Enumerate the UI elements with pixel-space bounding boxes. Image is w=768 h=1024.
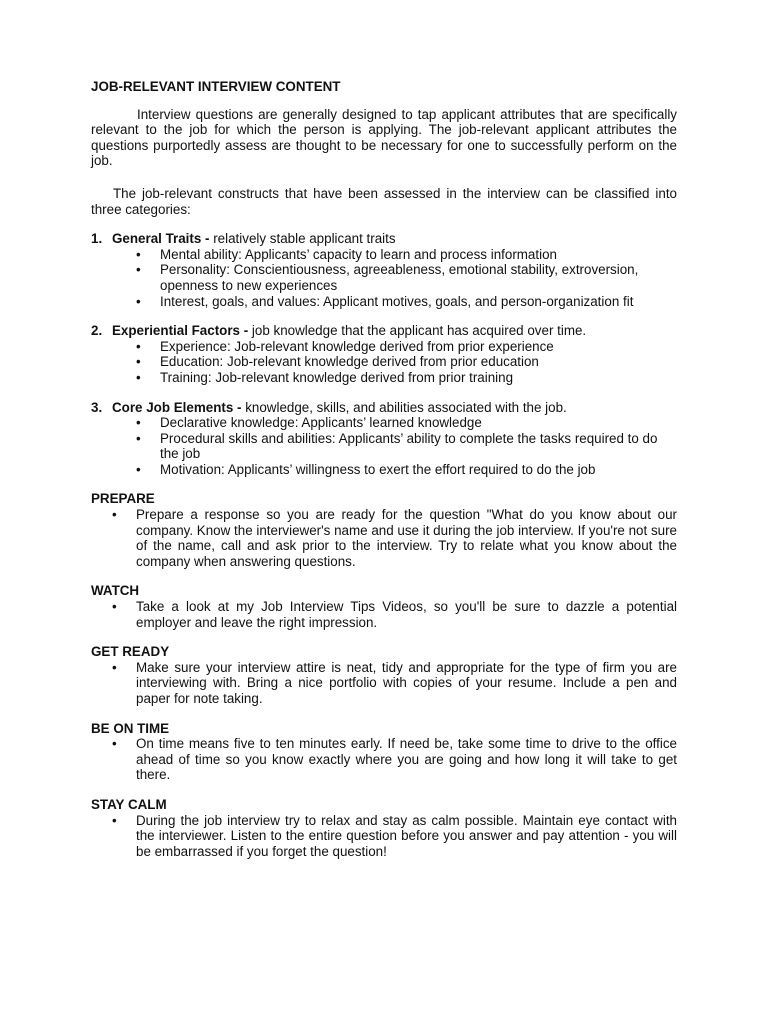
section-bullet: • Take a look at my Job Interview Tips Videos, so you'll be sure to dazzle a potential employer and leave the right impression. [112, 599, 677, 630]
category-number: 1. [91, 231, 103, 247]
sub-item: • Personality: Conscientiousness, agreeableness, emotional stability, extroversion, openness to new experiences [136, 262, 677, 293]
section-heading: BE ON TIME [91, 720, 170, 736]
category-number: 3. [91, 399, 103, 415]
tip-section-get-ready [91, 644, 677, 706]
section-bullet: • On time means five to ten minutes early. If need be, take some time to drive to the office ahead of time so you know exactly where you are going and how long it will take to get there. [112, 736, 677, 783]
document-title: JOB-RELEVANT INTERVIEW CONTENT [91, 79, 341, 94]
tip-section-watch [91, 583, 677, 630]
category-name: Core Job Elements - [112, 399, 242, 415]
category-item [91, 231, 677, 309]
section-bullets [91, 813, 677, 860]
sub-item: • Declarative knowledge: Applicants’ learned knowledge [136, 415, 677, 431]
sub-item: • Training: Job-relevant knowledge derived from prior training [136, 370, 677, 386]
category-sublist [91, 415, 677, 477]
section-bullet: • Make sure your interview attire is neat, tidy and appropriate for the type of firm you are interviewing with. Bring a nice portfolio with copies of your resume. Include a pen and paper for note taking. [112, 660, 677, 707]
category-heading [91, 231, 677, 247]
section-bullets [91, 507, 677, 569]
tip-section-prepare [91, 491, 677, 569]
section-bullets [91, 599, 677, 630]
tip-section-stay-calm [91, 797, 677, 859]
sub-item: • Interest, goals, and values: Applicant motives, goals, and person-organization fit [136, 294, 677, 310]
section-bullets [91, 736, 677, 783]
category-description: relatively stable applicant traits [209, 231, 396, 247]
category-sublist [91, 247, 677, 309]
intro-paragraph: Interview questions are generally designed to tap applicant attributes that are specifically relevant to the job for which the person is applying. The job-relevant applicant attributes the questions purportedly assess are thought to be necessary for one to successfully perform on the job. [91, 106, 677, 169]
category-description: job knowledge that the applicant has acquired over time. [248, 323, 587, 339]
section-heading: STAY CALM [91, 796, 167, 812]
category-number: 2. [91, 323, 103, 339]
section-bullets [91, 660, 677, 707]
category-name: Experiential Factors - [112, 323, 249, 339]
categories-intro: The job-relevant constructs that have been assessed in the interview can be classified into three categories: [91, 185, 677, 217]
category-name: General Traits - [112, 231, 210, 247]
section-heading: WATCH [91, 583, 140, 599]
tip-section-be-on-time [91, 721, 677, 783]
section-heading: PREPARE [91, 491, 155, 507]
section-heading: GET READY [91, 644, 170, 660]
sub-item: • Mental ability: Applicants’ capacity to learn and process information [136, 247, 677, 263]
sub-item: • Motivation: Applicants’ willingness to exert the effort required to do the job [136, 462, 677, 478]
category-list [91, 231, 677, 477]
category-item [91, 400, 677, 478]
section-bullet: • During the job interview try to relax and stay as calm possible. Maintain eye contact with the interviewer. Listen to the entire question before you answer and pay attention - you will be embarrassed if you forget the question! [112, 813, 677, 860]
category-item [91, 323, 677, 385]
category-description: knowledge, skills, and abilities associated with the job. [241, 399, 567, 415]
sub-item: • Procedural skills and abilities: Applicants’ ability to complete the tasks required to do the job [136, 431, 677, 462]
sub-item: • Education: Job-relevant knowledge derived from prior education [136, 354, 677, 370]
category-sublist [91, 339, 677, 386]
category-heading [91, 400, 677, 416]
section-bullet: • Prepare a response so you are ready for the question "What do you know about our company. Know the interviewer's name and use it during the job interview. If you're not sure of the name, call and ask prior to the interview. Try to relate what you know about the company when answering questions. [112, 507, 677, 569]
category-heading [91, 323, 677, 339]
sub-item: • Experience: Job-relevant knowledge derived from prior experience [136, 339, 677, 355]
